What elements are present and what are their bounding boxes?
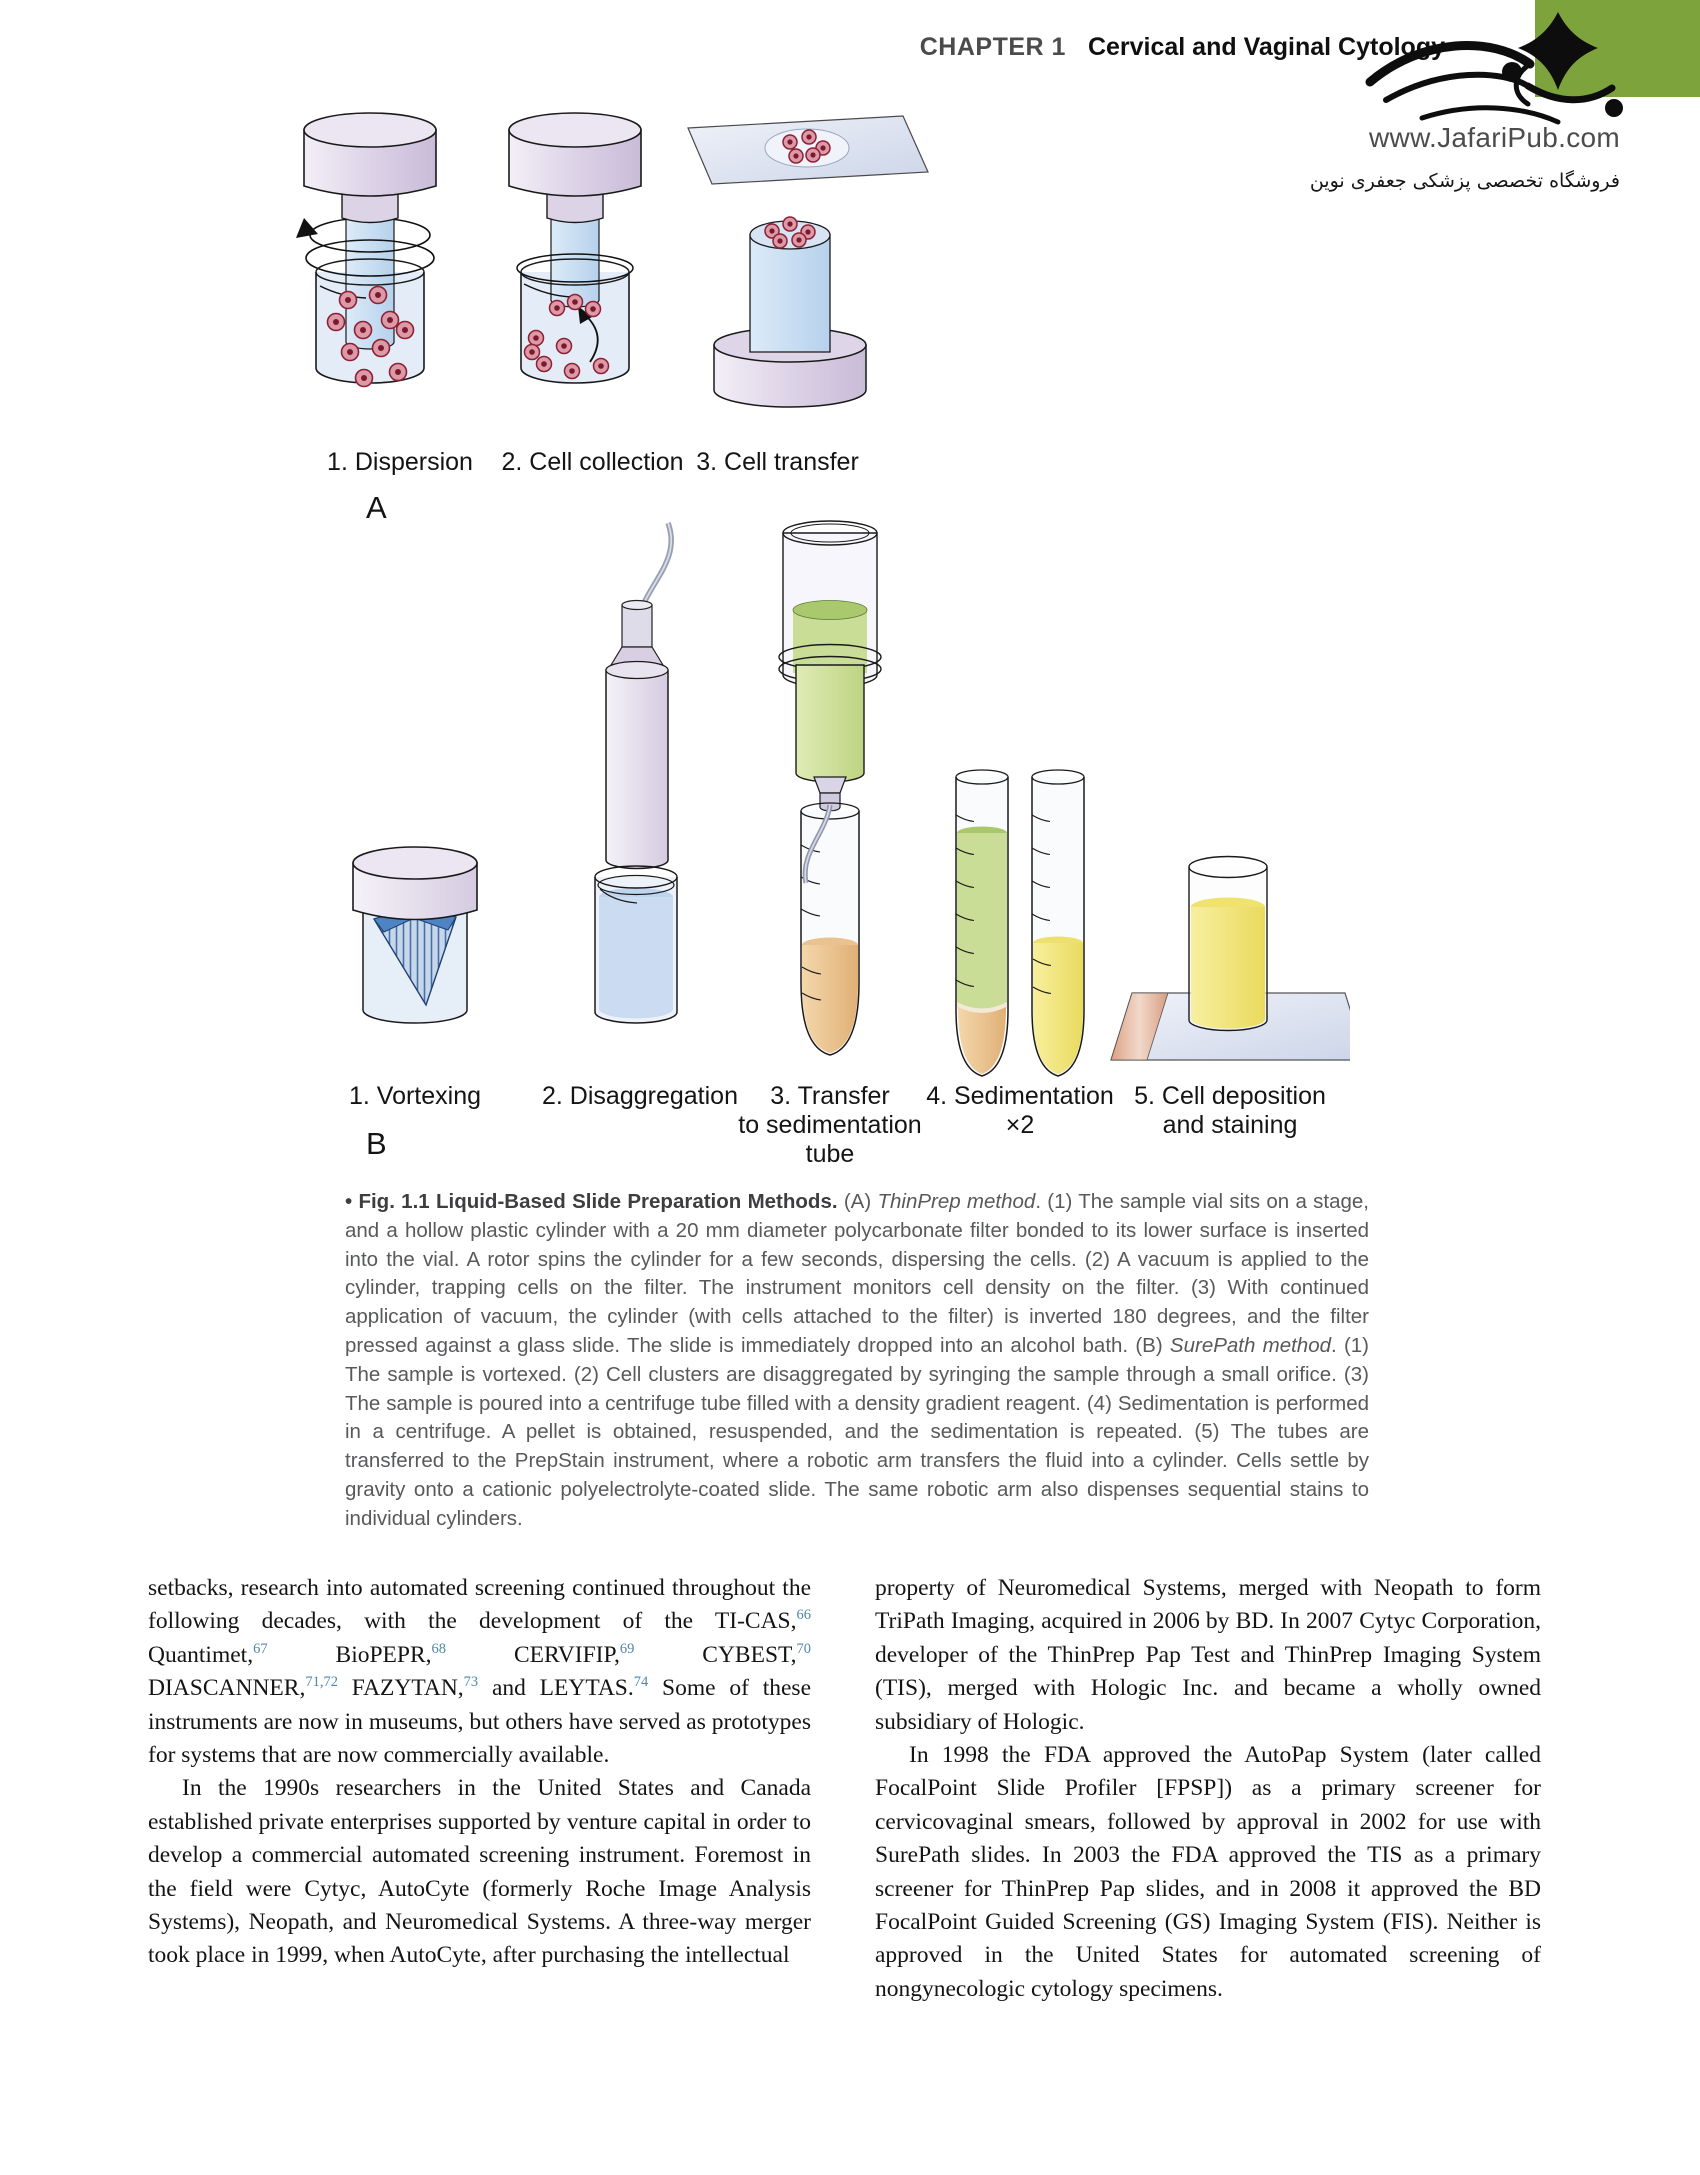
paragraph: In 1998 the FDA approved the AutoPap System (later called FocalPoint Slide Profiler [FPSP]) as a primary screener for cervicovaginal smears, followed by approval in 2002 for use with SurePath slides. In 2003 the FDA approved the TIS as a primary screener for ThinPrep Pap slides, and in 2008 it approved the BD FocalPoint Guided Screening (GS) Imaging System (FIS). Neither is approved in the United States for automated screening of nongynecologic cytology specimens. (875, 1742, 1541, 2002)
figure-b-step-3-label: 3. Transfer to sedimentation tube (738, 1082, 922, 1168)
cell-collection-vial (509, 113, 641, 383)
publisher-url: www.JafariPub.com (1369, 122, 1620, 153)
running-header (0, 33, 1445, 62)
dispersion-vial (296, 113, 436, 387)
figure-caption: • Fig. 1.1 Liquid-Based Slide Preparation Methods. (A) ThinPrep method. (1) The sample vial sits on a stage, and a hollow plastic cylinder with a 20 mm diameter polycarbonate filter bonded to its lower surface is inserted into the vial. A rotor spins the cylinder for a few seconds, dispersing the cells. (2) A vacuum is applied to the cylinder, trapping cells on the filter. The instrument monitors cell density on the filter. (3) With continued application of vacuum, the cylinder (with cells attached to the filter) is inverted 180 degrees, and the filter pressed against a glass slide. The slide is immediately dropped into an alcohol bath. (B) SurePath method. (1) The sample is vortexed. (2) Cell clusters are disaggregated by syringing the sample through a small orifice. (3) The sample is poured into a centrifuge tube filled with a density gradient reagent. (4) Sedimentation is performed in a centrifuge. A pellet is obtained, resuspended, and the sedimentation is repeated. (5) The tubes are transferred to the PrepStain instrument, where a robotic arm transfers the fluid into a cylinder. Cells settle by gravity onto a cationic polyelectrolyte-coated slide. The same robotic arm also dispenses sequential stains to individual cylinders. (345, 1190, 1369, 1530)
figure-panel-a-illustration (260, 100, 950, 420)
body-column-right (875, 1572, 1541, 2006)
sedimentation-tube-yellow (1032, 770, 1084, 1076)
figure-a-step-2-label: 2. Cell collection (501, 448, 684, 476)
chapter-title: Cervical and Vaginal Cytology (1087, 33, 1445, 61)
figure-b-step-2-label: 2. Disaggregation (542, 1082, 738, 1110)
figure-panel-b-letter: B (366, 1126, 387, 1161)
body-column-left (148, 1572, 811, 1973)
figure-a-step-3-label: 3. Cell transfer (696, 448, 859, 476)
publisher-logo-icon (1362, 12, 1634, 132)
sedimentation-tube-green (956, 770, 1008, 1076)
vortexing-vial (353, 847, 477, 1023)
figure-panel-a-letter: A (366, 490, 387, 525)
publisher-logo (1362, 12, 1634, 132)
disaggregation-vial (595, 866, 677, 1023)
cell-transfer-slide (688, 116, 928, 184)
chapter-label: CHAPTER 1 (919, 33, 1066, 61)
figure-b-step-1-label: 1. Vortexing (348, 1082, 482, 1110)
paragraph: In the 1990s researchers in the United States and Canada established private enterprises supported by venture capital in order to develop a commercial automated screening instrument. Foremost in the field were Cytyc, AutoCyte (formerly Roche Image Analysis Systems), Neopath, and Neuromedical Systems. A three-way merger took place in 1999, when AutoCyte, after purchasing the intellectual (148, 1775, 811, 1969)
sedimentation-tube-fill (801, 803, 859, 1055)
publisher-tagline: فروشگاه تخصصی پزشکی جعفری نوین (1309, 170, 1620, 192)
inverted-cylinder (714, 217, 866, 407)
paragraph: setbacks, research into automated screening continued throughout the following decades, with the development of the TI-CAS,$^{66}$ Quantimet,$^{67}$ BioPEPR,$^{68}$ CERVIFIP,$^{69}$ CYBEST,$^{70}$ DIASCANNER,$^{71,72}$ FAZYTAN,$^{73}$ and LEYTAS.$^{74}$ Some of these instruments are now in museums, but others have served as prototypes for systems that are now commercially available. (148, 1575, 812, 1769)
figure-panel-b-illustration (260, 515, 1350, 1080)
paragraph: property of Neuromedical Systems, merged with Neopath to form TriPath Imaging, acquired in 2006 by BD. In 2007 Cytyc Corporation, developer of the ThinPrep Pap Test and ThinPrep Imaging System (TIS), merged with Hologic Inc. and became a wholly owned subsidiary of Hologic. (875, 1575, 1541, 1735)
figure-b-step-5-label: 5. Cell deposition and staining (1134, 1082, 1326, 1139)
disaggregation-syringe (606, 523, 671, 869)
figure-a-step-1-label: 1. Dispersion (327, 448, 473, 476)
deposition-cylinder (1189, 857, 1267, 1031)
transfer-funnel (779, 521, 881, 811)
figure-b-step-4-label: 4. Sedimentation ×2 (926, 1082, 1114, 1139)
